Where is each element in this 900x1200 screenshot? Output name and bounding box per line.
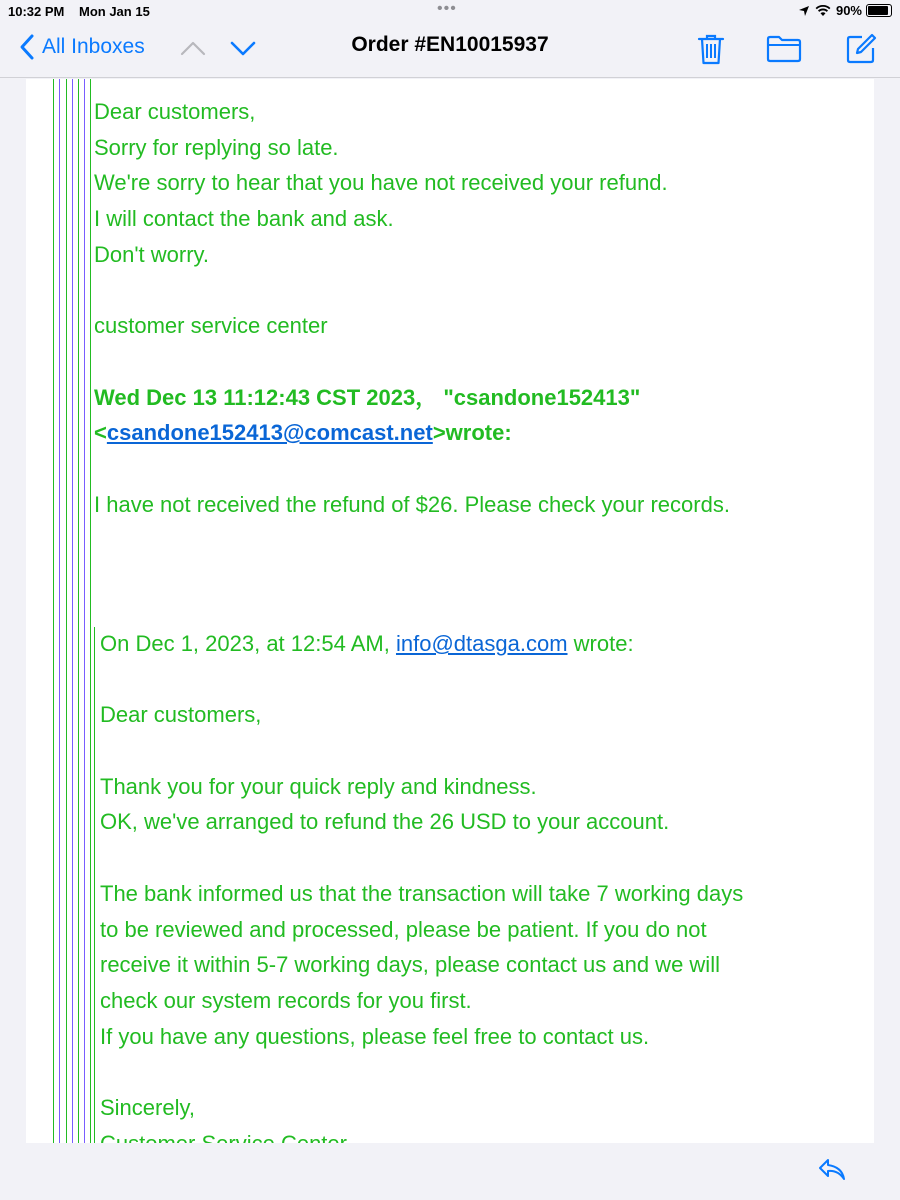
nav-bar [0, 24, 900, 78]
sender-email-link[interactable]: csandone152413@comcast.net [106, 420, 433, 446]
quoted-line: OK, we've arranged to refund the 26 USD to your account. [100, 809, 670, 835]
folder-icon [766, 35, 802, 63]
quoted-line: receive it within 5-7 working days, please contact us and we will [100, 952, 720, 978]
chevron-left-icon [20, 34, 34, 60]
message-body[interactable] [26, 79, 874, 1143]
location-arrow-icon [798, 5, 810, 17]
quoted-header [100, 626, 860, 662]
quote-level-line [53, 79, 54, 1143]
quoted-closing: Sincerely, [100, 1095, 195, 1121]
quote-level-line [72, 79, 73, 1143]
quoted-original-message [100, 626, 860, 1161]
back-button-label: All Inboxes [42, 35, 145, 58]
quoted-line: to be reviewed and processed, please be patient. If you do not [100, 916, 707, 942]
status-bar [0, 0, 900, 24]
chevron-up-icon [180, 38, 206, 58]
reply-line: We're sorry to hear that you have not received your refund. [94, 170, 668, 196]
status-time: 10:32 PM [8, 4, 65, 19]
move-to-folder-button[interactable] [766, 35, 802, 68]
wifi-icon [814, 4, 832, 17]
quote-level-line [59, 79, 60, 1143]
previous-message-button[interactable] [180, 38, 206, 63]
quote-level-line [90, 79, 91, 1143]
inner-quote-line [94, 627, 95, 1147]
reply-signature: customer service center [94, 313, 328, 339]
quoted-line: check our system records for you first. [100, 987, 472, 1013]
compose-button[interactable] [845, 33, 877, 70]
quote-level-line [84, 79, 85, 1143]
reply-button[interactable] [817, 1157, 847, 1188]
battery-icon [866, 4, 892, 17]
quoted-header-suffix: wrote: [573, 631, 634, 656]
quote-header-lt: < [94, 420, 107, 446]
reply-line: Dear customers, [94, 99, 256, 124]
quoted-header-prefix: On Dec 1, 2023, at 12:54 AM, [100, 631, 390, 656]
reply-line: Sorry for replying so late. [94, 134, 339, 160]
quoted-line: The bank informed us that the transaction will take 7 working days [100, 880, 744, 906]
bottom-toolbar [0, 1143, 900, 1200]
quoted-line: If you have any questions, please feel free to contact us. [100, 1023, 650, 1049]
battery-level-fill [868, 6, 888, 15]
battery-percent: 90% [835, 3, 862, 18]
quoted-sender-email-link[interactable]: info@dtasga.com [395, 631, 568, 656]
reply-icon [817, 1157, 847, 1183]
quote-header-line: Wed Dec 13 11:12:43 CST 2023， "csandone152413" [94, 384, 641, 410]
multitasking-dots-icon[interactable]: ••• [437, 0, 457, 17]
reply-message [94, 94, 854, 522]
compose-icon [845, 33, 877, 65]
quote-header-end: >wrote: [432, 420, 512, 446]
quoted-customer-text: I have not received the refund of $26. Please check your records. [94, 491, 730, 517]
reply-line: Don't worry. [94, 241, 210, 267]
quote-level-line [78, 79, 79, 1143]
quoted-greeting: Dear customers, [100, 702, 262, 728]
quoted-line: Thank you for your quick reply and kindness. [100, 773, 537, 799]
quote-header-line [94, 415, 854, 451]
trash-icon [696, 32, 726, 66]
message-subject-title: Order #EN10015937 [351, 33, 549, 56]
trash-button[interactable] [696, 32, 726, 71]
next-message-button[interactable] [230, 38, 256, 63]
back-button[interactable] [20, 34, 145, 60]
status-date: Mon Jan 15 [79, 4, 150, 19]
reply-line: I will contact the bank and ask. [94, 206, 394, 232]
quote-level-line [66, 79, 67, 1143]
chevron-down-icon [230, 38, 256, 58]
status-indicators [798, 3, 892, 18]
